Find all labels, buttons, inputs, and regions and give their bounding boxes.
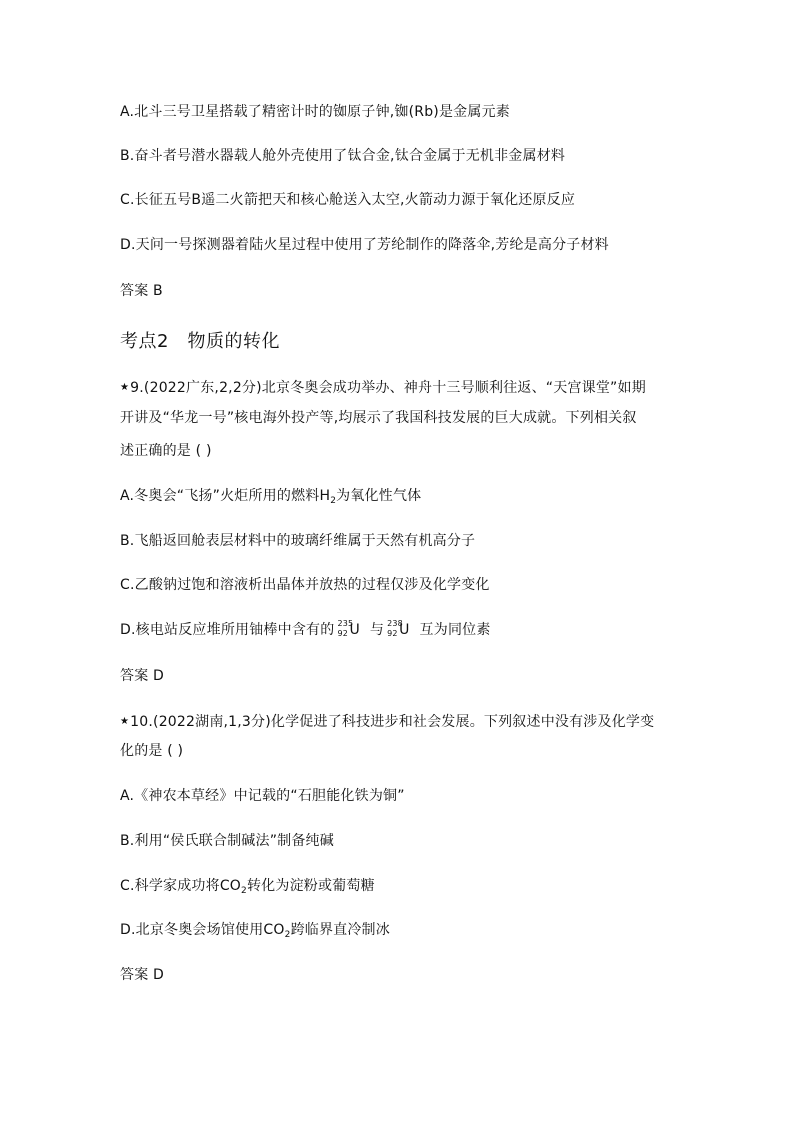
q8-option-d: D.天问一号探测器着陆火星过程中使用了芳纶制作的降落伞,芳纶是高分子材料: [120, 237, 609, 253]
q9-option-b: B.飞船返回舱表层材料中的玻璃纤维属于天然有机高分子: [120, 533, 476, 549]
q10-stem-line1: [120, 712, 654, 732]
atomic-number: 92: [337, 629, 349, 638]
subscript: 2: [241, 886, 247, 896]
q10-stem-text1: 10.(2022湖南,1,3分)化学促进了科技进步和社会发展。下列叙述中没有涉及化学变: [130, 714, 655, 730]
q9-answer: 答案 D: [120, 668, 165, 684]
q10-option-d-text: D.北京冬奥会场馆使用CO: [120, 922, 285, 938]
q9-stem-text1: 9.(2022广东,2,2分)北京冬奥会成功举办、神舟十三号顺利往返、“天宫课堂”如期: [130, 380, 646, 396]
mass-number: 238: [387, 619, 403, 628]
section-title: 考点2 物质的转化: [120, 331, 280, 352]
q10-answer: 答案 D: [120, 967, 165, 983]
q8-option-c: C.长征五号B遥二火箭把天和核心舱送入太空,火箭动力源于氧化还原反应: [120, 192, 576, 208]
q8-option-a: A.北斗三号卫星搭载了精密计时的铷原子钟,铷(Rb)是金属元素: [120, 104, 510, 120]
q8-answer: 答案 B: [120, 283, 163, 299]
mass-number: 235: [337, 619, 354, 628]
q8-option-b: B.奋斗者号潜水器载人舱外壳使用了钛合金,钛合金属于无机非金属材料: [120, 148, 566, 164]
q9-option-a-text-end: 为氧化性气体: [336, 488, 422, 504]
atomic-number: 92: [387, 629, 398, 638]
subscript: 2: [284, 930, 291, 940]
q9-stem-line2: 开讲及“华龙一号”核电海外投产等,均展示了我国科技发展的巨大成就。下列相关叙: [120, 410, 637, 426]
q10-option-c-text-end: 转化为淀粉或葡萄糖: [246, 878, 375, 894]
q9-option-d: [120, 620, 491, 640]
q10-option-c-text: C.科学家成功将CO: [120, 878, 242, 894]
q10-option-d-text-end: 跨临界直冷制冰: [290, 922, 390, 938]
isotope-u235: [337, 619, 354, 638]
q10-option-c: [120, 876, 375, 896]
q10-option-a: A.《神农本草经》中记载的“石胆能化铁为铜”: [120, 788, 405, 804]
q9-option-a-text: A.冬奥会“飞扬”火炬所用的燃料H: [120, 488, 331, 504]
q9-option-d-text: D.核电站反应堆所用铀棒中含有的: [120, 622, 335, 638]
subscript: 2: [330, 496, 337, 506]
q9-option-d-text-end: 互为同位素: [419, 622, 491, 638]
q10-option-d: [120, 920, 390, 940]
q9-stem-line1: [120, 378, 646, 398]
q10-option-b: B.利用“侯氏联合制碱法”制备纯碱: [120, 833, 334, 849]
star-icon: ★: [120, 382, 130, 393]
star-icon: ★: [120, 716, 130, 727]
q9-option-c: C.乙酸钠过饱和溶液析出晶体并放热的过程仅涉及化学变化: [120, 577, 490, 593]
q9-option-d-connector: 与: [369, 622, 385, 638]
q10-stem-line2: 化的是 ( ): [120, 743, 184, 759]
element-symbol: U: [349, 622, 360, 638]
isotope-u238: [387, 619, 403, 638]
q9-stem-line3: 述正确的是 ( ): [120, 443, 212, 459]
element-symbol: U: [399, 622, 410, 638]
q9-option-a: [120, 486, 421, 506]
